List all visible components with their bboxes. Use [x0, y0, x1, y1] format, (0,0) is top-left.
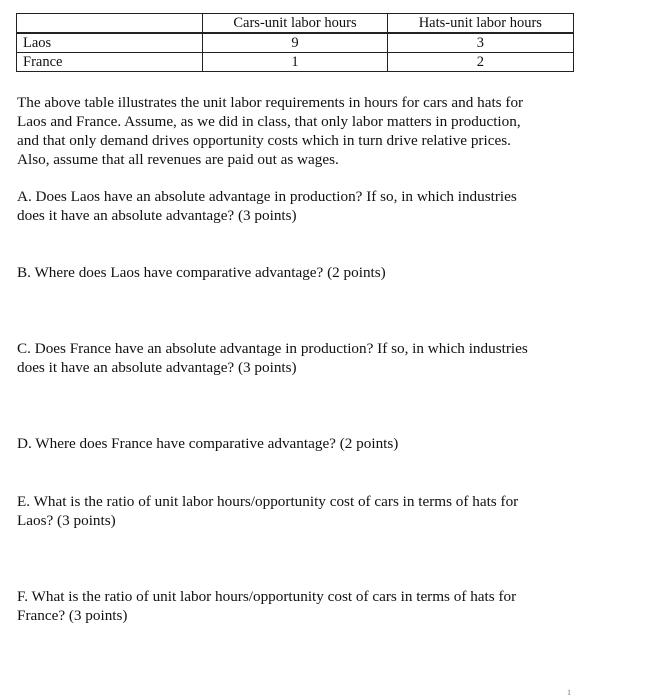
table-header-hats: Hats-unit labor hours	[387, 14, 573, 34]
question-line: does it have an absolute advantage? (3 points)	[17, 359, 297, 376]
table-row	[17, 53, 574, 72]
question-d	[17, 434, 583, 453]
intro-line: Laos and France. Assume, as we did in class, that only labor matters in production,	[17, 113, 521, 130]
page-number: 1	[567, 688, 571, 697]
question-line: D. Where does France have comparative advantage? (2 points)	[17, 435, 399, 452]
row-country-france: France	[17, 53, 203, 72]
table-row	[17, 33, 574, 53]
table-header-row	[17, 14, 574, 34]
question-f	[17, 587, 583, 625]
intro-line: Also, assume that all revenues are paid out as wages.	[17, 151, 339, 168]
question-a	[17, 187, 583, 225]
question-line: France? (3 points)	[17, 607, 128, 624]
question-line: B. Where does Laos have comparative advantage? (2 points)	[17, 264, 386, 281]
question-e	[17, 492, 583, 530]
cell-laos-cars: 9	[203, 33, 387, 53]
question-b	[17, 263, 583, 282]
question-line: E. What is the ratio of unit labor hours/opportunity cost of cars in terms of hats for	[17, 493, 519, 510]
cell-laos-hats: 3	[387, 33, 573, 53]
intro-line: The above table illustrates the unit labor requirements in hours for cars and hats for	[17, 94, 524, 111]
labor-requirements-table	[16, 13, 574, 72]
question-line: does it have an absolute advantage? (3 points)	[17, 207, 297, 224]
intro-line: and that only demand drives opportunity costs which in turn drive relative prices.	[17, 132, 511, 149]
table-header-blank	[17, 14, 203, 34]
question-line: Laos? (3 points)	[17, 512, 116, 529]
cell-france-cars: 1	[203, 53, 387, 72]
question-c	[17, 339, 583, 377]
row-country-laos: Laos	[17, 33, 203, 53]
question-line: C. Does France have an absolute advantage in production? If so, in which industries	[17, 340, 528, 357]
question-line: F. What is the ratio of unit labor hours/opportunity cost of cars in terms of hats for	[17, 588, 517, 605]
intro-paragraph	[17, 93, 583, 169]
table-header-cars: Cars-unit labor hours	[203, 14, 387, 34]
question-line: A. Does Laos have an absolute advantage in production? If so, in which industries	[17, 188, 517, 205]
cell-france-hats: 2	[387, 53, 573, 72]
